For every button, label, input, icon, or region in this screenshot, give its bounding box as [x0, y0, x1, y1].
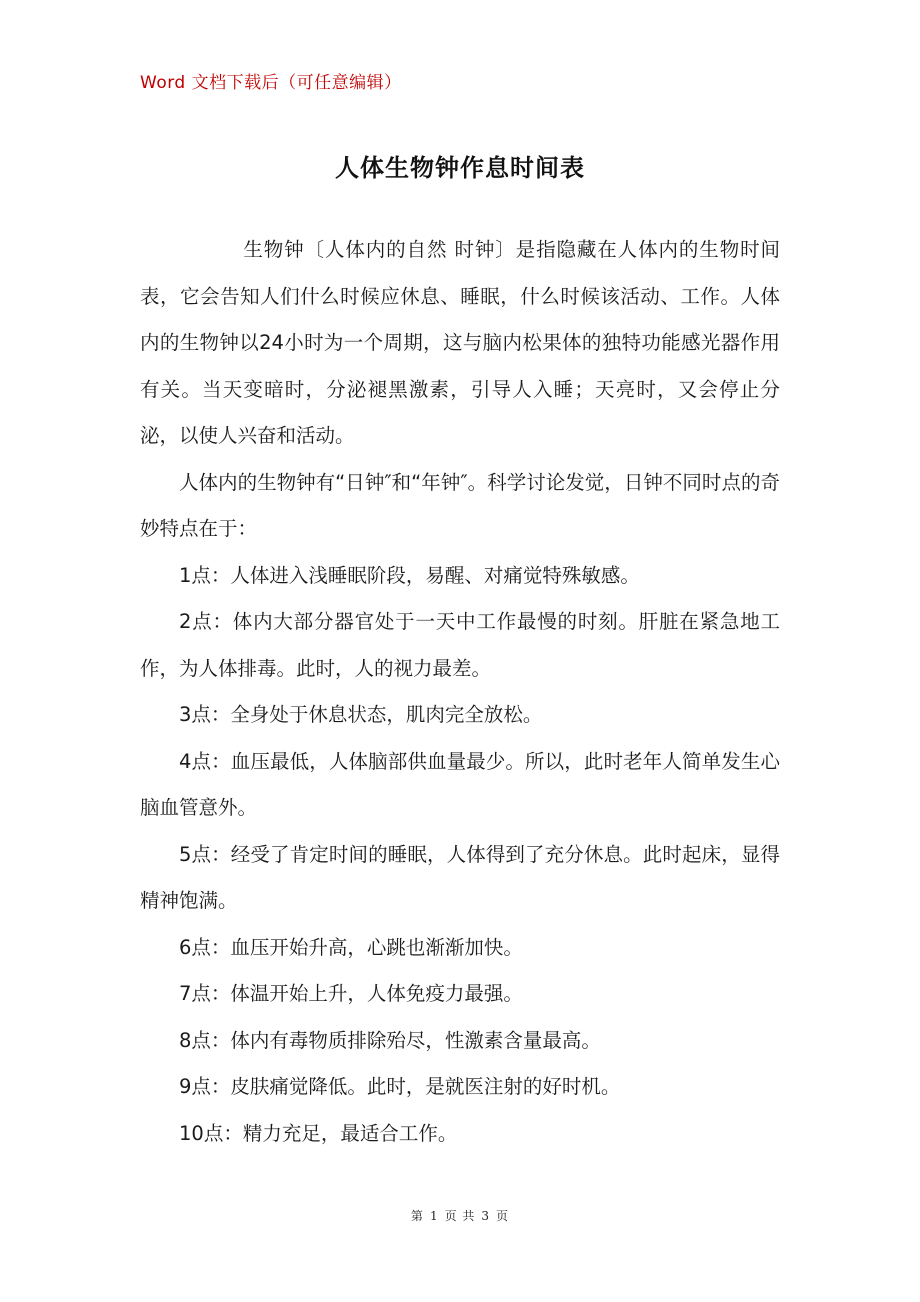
- paragraph-hour-3: 3点：全身处于休息状态，肌肉完全放松。: [179, 703, 543, 726]
- paragraph-hour-1: 1点：人体进入浅睡眠阶段，易醒、对痛觉特殊敏感。: [179, 563, 640, 587]
- document-body: [140, 227, 780, 1157]
- document-title: 人体生物钟作息时间表: [335, 154, 585, 182]
- paragraph-hour-9: 9点：皮肤痛觉降低。此时，是就医注射的好时机。: [179, 1075, 621, 1098]
- paragraph-hour-4: 4点：血压最低，人体脑部供血量最少。所以，此时老年人简单发生心脑血管意外。: [140, 749, 780, 819]
- paragraph-hour-7: 7点：体温开始上升，人体免疫力最强。: [179, 982, 523, 1005]
- page-label-mid: 页 共: [444, 1209, 476, 1223]
- paragraph-intro: 生物钟〔人体内的自然 时钟〕是指隐藏在人体内的生物时间表，它会告知人们什么时候应休息、睡眠，什么时候该活动、工作。人体内的生物钟以24小时为一个周期，这与脑内松果体的独特功能感光器作用有关。当天变暗时，分泌褪黑激素，引导人入睡；天亮时，又会停止分泌，以使人兴奋和活动。: [140, 238, 780, 447]
- paragraph-hour-8: 8点：体内有毒物质排除殆尽，性激素含量最高。: [179, 1028, 601, 1052]
- current-page-number: 1: [429, 1209, 439, 1223]
- page-label-prefix: 第: [410, 1209, 424, 1223]
- paragraph-hour-6: 6点：血压开始升高，心跳也渐渐加快。: [179, 935, 523, 959]
- download-note: Word 文档下载后（可任意编辑）: [140, 73, 402, 93]
- total-pages-number: 3: [481, 1209, 491, 1223]
- paragraph-clock-types: 人体内的生物钟有“日钟″和“年钟″。科学讨论发觉，日钟不同时点的奇妙特点在于：: [140, 470, 780, 540]
- paragraph-hour-10: 10点：精力充足，最适合工作。: [179, 1121, 458, 1145]
- paragraph-hour-2: 2点：体内大部分器官处于一天中工作最慢的时刻。肝脏在紧急地工作，为人体排毒。此时，人的视力最差。: [140, 610, 780, 680]
- page-label-suffix: 页: [496, 1209, 510, 1223]
- page-number-footer: [0, 1207, 920, 1224]
- paragraph-hour-5: 5点：经受了肯定时间的睡眠，人体得到了充分休息。此时起床，显得精神饱满。: [140, 842, 780, 912]
